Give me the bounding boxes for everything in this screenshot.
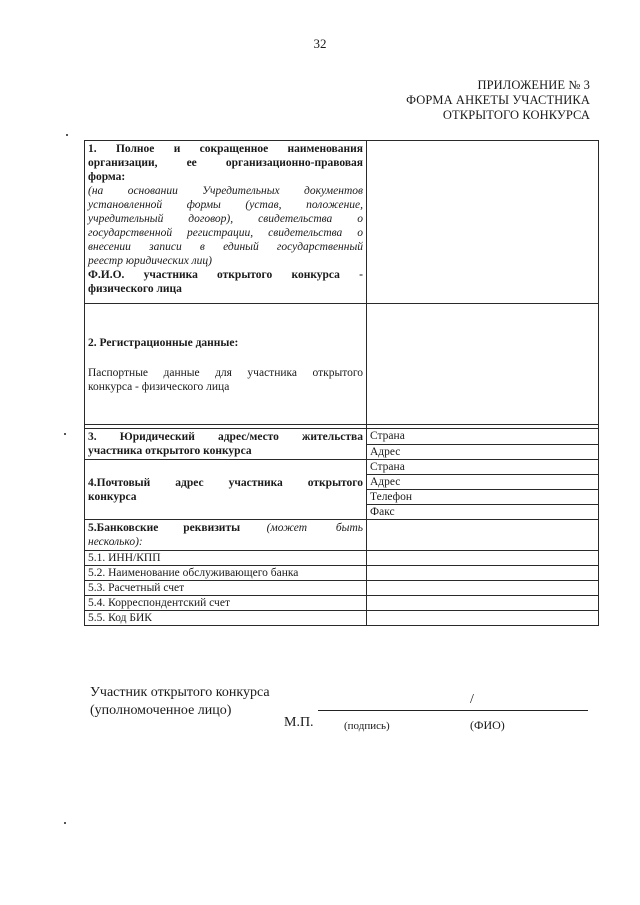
row1-note: учредительный договор), свидетельства о <box>88 213 363 225</box>
bank-item-bank-name: 5.2. Наименование обслуживающего банка <box>85 566 367 581</box>
row4-title: 4.Почтовый адрес участника открытого <box>88 476 363 489</box>
row1-fio: физического лица <box>88 283 182 295</box>
table-row <box>85 581 599 596</box>
table-row <box>85 429 599 445</box>
row1-label-cell <box>85 141 367 304</box>
row3-title: 3. Юридический адрес/место жительства <box>88 431 363 443</box>
table-row <box>85 611 599 626</box>
row1-title: форма: <box>88 171 126 183</box>
annex-header <box>406 78 590 123</box>
signature-line[interactable] <box>318 710 588 711</box>
row3-label-cell <box>85 429 367 460</box>
participant-label: Участник открытого конкурса <box>90 685 270 700</box>
table-row <box>85 141 599 304</box>
row1-note: реестр юридических лиц) <box>88 255 213 267</box>
bank-item-corr-account-value[interactable] <box>367 596 599 611</box>
bank-item-bik: 5.5. Код БИК <box>85 611 367 626</box>
row5-label-cell <box>85 520 367 551</box>
bank-item-inn-value[interactable] <box>367 551 599 566</box>
row1-note: внесении записи в единый государственный <box>88 241 363 253</box>
row5-value-cell[interactable] <box>367 520 599 551</box>
row4-field-country[interactable]: Страна <box>367 460 599 475</box>
row2-text: Паспортные данные для участника открытого <box>88 367 363 379</box>
name-caption: (ФИО) <box>470 718 505 732</box>
scan-speck <box>64 822 66 824</box>
bank-item-corr-account: 5.4. Корреспондентский счет <box>85 596 367 611</box>
row5-note: (может быть <box>266 522 363 534</box>
row1-fio: Ф.И.О. участника открытого конкурса - <box>88 269 363 281</box>
signature-slash: / <box>470 692 474 707</box>
table-row <box>85 596 599 611</box>
row4-field-address[interactable]: Адрес <box>367 475 599 490</box>
table-row <box>85 551 599 566</box>
row4-title: конкурса <box>88 490 137 503</box>
authorized-person-label: (уполномоченное лицо) <box>90 703 232 718</box>
bank-item-bik-value[interactable] <box>367 611 599 626</box>
row2-title: 2. Регистрационные данные: <box>88 337 239 349</box>
row3-field-country[interactable]: Страна <box>367 429 599 445</box>
row2-value-cell[interactable] <box>367 304 599 425</box>
bank-item-bank-name-value[interactable] <box>367 566 599 581</box>
row5-note: несколько): <box>88 536 143 548</box>
scan-speck <box>64 433 66 435</box>
signature-block <box>90 684 270 720</box>
row3-field-address[interactable]: Адрес <box>367 444 599 460</box>
row4-field-phone[interactable]: Телефон <box>367 490 599 505</box>
row2-label-cell <box>85 304 367 425</box>
row1-note: (на основании Учредительных документов <box>88 185 363 197</box>
row1-title: организации, ее организационно-правовая <box>88 157 363 169</box>
signature-caption: (подпись) <box>344 720 390 732</box>
table-row <box>85 566 599 581</box>
table-row <box>85 460 599 475</box>
table-row <box>85 304 599 425</box>
bank-item-account-value[interactable] <box>367 581 599 596</box>
row1-note: установленной формы (устав, положение, <box>88 199 363 211</box>
bank-item-inn: 5.1. ИНН/КПП <box>85 551 367 566</box>
row1-value-cell[interactable] <box>367 141 599 304</box>
row2-text: конкурса - физического лица <box>88 381 230 393</box>
row4-field-fax[interactable]: Факс <box>367 505 599 520</box>
questionnaire-table <box>84 140 599 626</box>
scan-speck <box>66 134 68 136</box>
stamp-place-label: М.П. <box>284 715 314 730</box>
row1-title: 1. Полное и сокращенное наименования <box>88 143 363 155</box>
annex-header-line: ФОРМА АНКЕТЫ УЧАСТНИКА <box>406 93 590 107</box>
row3-title: участника открытого конкурса <box>88 445 252 457</box>
annex-header-line: ОТКРЫТОГО КОНКУРСА <box>442 108 590 122</box>
bank-item-account: 5.3. Расчетный счет <box>85 581 367 596</box>
row4-label-cell <box>85 460 367 520</box>
row5-title: 5.Банковские реквизиты <box>88 522 241 534</box>
page-number: 32 <box>313 36 327 51</box>
row1-note: государственной регистрации, свидетельства о <box>88 227 363 239</box>
table-row <box>85 520 599 551</box>
annex-header-line: ПРИЛОЖЕНИЕ № 3 <box>477 78 590 92</box>
